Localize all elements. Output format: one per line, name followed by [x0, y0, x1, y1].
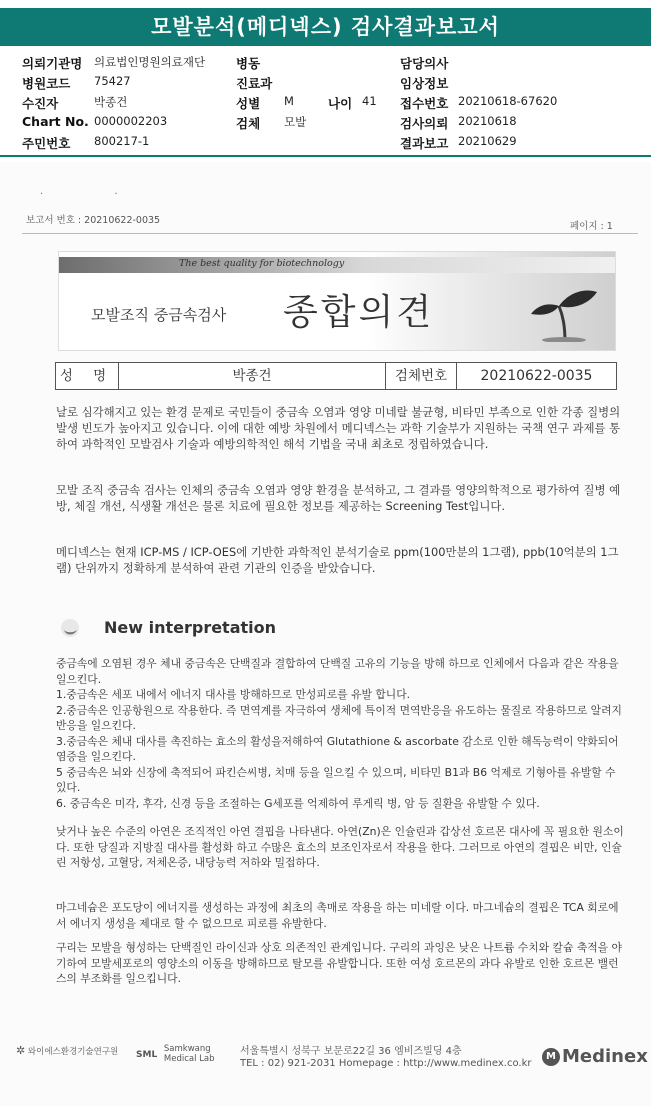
interpretation-heading: [60, 614, 360, 644]
magnesium-paragraph: 마그네슘은 포도당이 에너지를 생성하는 과정에 최초의 촉매로 작용을 하는 미네랄 이다. 마그네슘의 결핍은 TCA 회로에서 에너지 생성을 제대로 할 수 없으므로 피로를 유발한다.: [56, 901, 619, 930]
result-value: 20210629: [458, 134, 517, 148]
result-label: 결과보고: [400, 136, 449, 151]
chart-label: Chart No.: [22, 114, 89, 129]
receipt-value: 20210618-67620: [458, 94, 558, 108]
sml-line-1: Samkwang: [163, 1044, 211, 1054]
id-value: 800217-1: [94, 134, 150, 148]
interp-line: 2.중금속은 인공항원으로 작용한다. 즉 면역계를 자극하여 생체에 특이적 면역반응을 유도하는 물질로 작용하므로 알려지 반응을 일으킨다.: [56, 703, 622, 732]
request-value: 20210618: [458, 114, 517, 128]
sex-label: 성별: [236, 96, 261, 111]
code-value: 75427: [94, 74, 131, 88]
copper-paragraph: 구리는 모발을 형성하는 단백질인 라이신과 상호 의존적인 관계입니다. 구리의 과잉은 낮은 나트륨 수치와 칼슘 축적을 야기하여 모발세포로의 영양소의 이동을 방해하므로 탈모를 유발합니다. 또한 여성 호르몬의 과다 유발로 인한 호르몬 밸런스의 부조화를 일으킵니다.: [56, 941, 622, 985]
id-label: 주민번호: [22, 136, 71, 151]
sml-line-2: Medical Lab: [163, 1054, 215, 1064]
interp-line: 6. 중금속은 미각, 후각, 신경 등을 조절하는 G세포를 억제하여 루게릭 병, 암 등 질환을 유발할 수 있다.: [56, 796, 540, 810]
sex-value: M: [284, 94, 294, 108]
interpretation-list: [56, 656, 626, 811]
medinex-mark-icon: M: [542, 1048, 560, 1066]
banner-tagline: The best quality for biotechnology: [179, 258, 345, 269]
specimen-no-value: 20210622-0035: [480, 368, 593, 384]
banner-subtitle: 모발조직 중금속검사: [91, 306, 227, 324]
moon-icon: [60, 618, 80, 638]
report-title: 모발분석(메디넥스) 검사결과보고서: [0, 8, 651, 46]
sml-mark: SML: [136, 1049, 158, 1060]
name-table: [55, 362, 617, 390]
dept-label: 진료과: [236, 76, 273, 91]
sml-logo: [136, 1044, 215, 1064]
report-footer: [0, 1036, 651, 1086]
header-divider: [0, 155, 651, 157]
interpretation-title: New interpretation: [104, 618, 277, 637]
institute-name: 와이에스환경기술연구원: [27, 1047, 119, 1057]
specimen-value: 모발: [284, 115, 307, 129]
ward-label: 병동: [236, 56, 261, 71]
name-label: 성 명: [56, 363, 119, 389]
summary-banner: [58, 251, 616, 351]
interp-line: 1.중금속은 세포 내에서 에너지 대사를 방해하므로 만성피로를 유발 합니다.: [56, 688, 411, 701]
clinical-label: 임상정보: [400, 76, 449, 91]
intro-paragraph-2: 모발 조직 중금속 검사는 인체의 중금속 오염과 영양 환경을 분석하고, 그 결과를 영양의학적으로 평가하여 질병 예방, 체질 개선, 식생활 개선은 물론 치료에 필요한 정보를 제공하는 Screening Test입니다.: [56, 483, 621, 513]
intro-paragraph-3: 메디넥스는 현재 ICP-MS / ICP-OES에 기반한 과학적인 분석기술로 ppm(100만분의 1그램), ppb(10억분의 1그램) 단위까지 정확하게 분석하여 관련 기관의 인증을 받았습니다.: [56, 545, 619, 575]
specimen-label: 검체: [236, 116, 261, 131]
doctor-label: 담당의사: [400, 56, 449, 71]
interp-line: 3.중금속은 체내 대사를 촉진하는 효소의 활성을저해하여 Glutathione & ascorbate 감소로 인한 해독능력이 약화되어 염증을 일으킨다.: [56, 734, 619, 763]
patient-label: 수진자: [22, 96, 59, 111]
intro-paragraph-1: 날로 심각해지고 있는 환경 문제로 국민들이 중금속 오염과 영양 미네랄 불균형, 비타민 부족으로 인한 각종 질병의 발생 빈도가 높아지고 있습니다. 이에 대한 예방 차원에서 메디넥스는 과학 기술부가 지원하는 국책 연구 과제를 통하여 과학적인 모발검사 기술과 예방의학적인 해석 기법을 국내 최초로 정립하였습니다.: [56, 405, 621, 451]
brand-name: Medinex: [562, 1046, 648, 1067]
name-value: 박종건: [119, 363, 386, 389]
medinex-logo: [542, 1046, 648, 1067]
age-value: 41: [362, 94, 377, 108]
code-label: 병원코드: [22, 76, 71, 91]
request-label: 검사의뢰: [400, 116, 449, 131]
report-number: 보고서 번호 : 20210622-0035: [26, 215, 161, 226]
age-label: 나이: [328, 96, 353, 111]
hospital-value: 의료법인명원의료재단: [94, 55, 206, 69]
patient-header: [22, 54, 642, 152]
footer-address: 서울특별시 성북구 보문로22길 36 엠비즈빌딩 4층: [240, 1046, 462, 1057]
banner-title: 종합의견: [283, 292, 435, 333]
page-number: 페이지 : 1: [570, 221, 613, 232]
flower-icon: ✲: [16, 1044, 26, 1057]
patient-value: 박종건: [94, 95, 128, 109]
receipt-label: 접수번호: [400, 96, 449, 111]
hospital-label: 의뢰기관명: [22, 56, 83, 71]
footer-contact: TEL : 02) 921-2031 Homepage : http://www.medinex.co.kr: [240, 1058, 532, 1069]
scan-dots: . .: [40, 186, 152, 197]
institute-logo: [16, 1044, 118, 1057]
sprout-icon: [529, 276, 599, 342]
interp-line: 5 중금속은 뇌와 신장에 축적되어 파킨슨씨병, 치매 등을 일으킬 수 있으며, 비타민 B1과 B6 억제로 기형아를 유발할 수 있다.: [56, 765, 616, 794]
chart-value: 0000002203: [94, 114, 168, 128]
interp-line: 중금속에 오염된 경우 체내 중금속은 단백질과 결합하여 단백질 고유의 기능을 방해 하므로 인체에서 다음과 같은 작용을 일으킨다.: [56, 657, 619, 686]
report-divider: [22, 233, 638, 234]
zinc-paragraph: 낮거나 높은 수준의 아연은 조직적인 아연 결핍을 나타낸다. 아연(Zn)은 인슐린과 갑상선 호르몬 대사에 꼭 필요한 원소이다. 또한 당질과 지방질 대사를 활성화 하고 수많은 효소의 보조인자로서 작용을 한다. 그러므로 아연의 결핍은 비만, 인슐린 저항성, 고혈당, 저체온증, 내당능력 저하와 밀접하다.: [56, 825, 624, 869]
specimen-no-label: 검체번호: [386, 363, 457, 389]
